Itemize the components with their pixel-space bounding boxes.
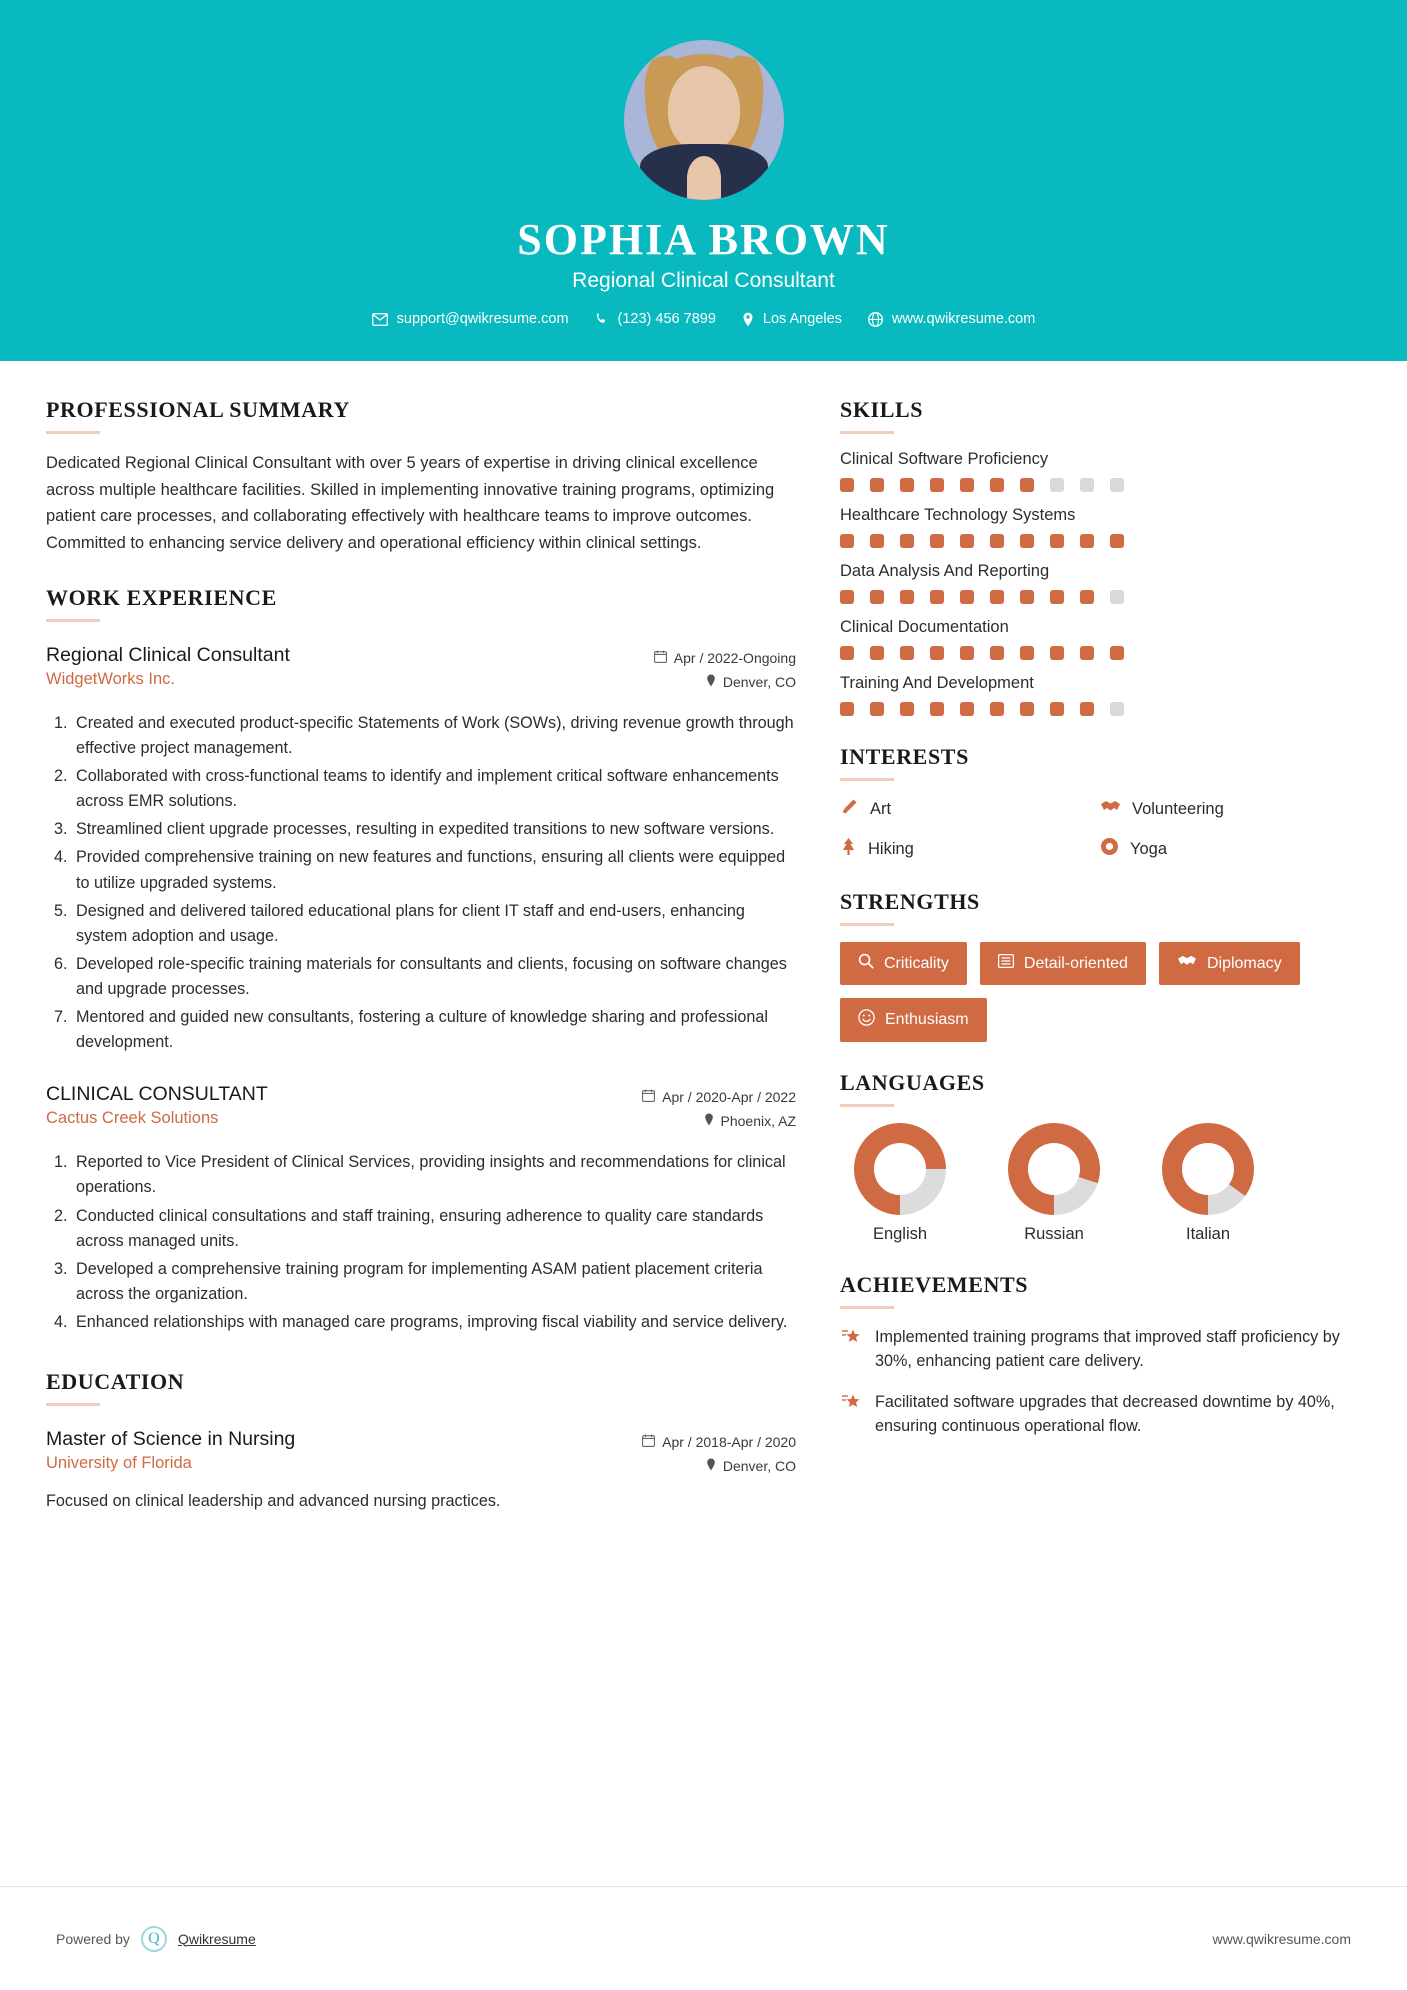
- job-title: Regional Clinical Consultant: [46, 643, 290, 666]
- contact-email-text: support@qwikresume.com: [396, 311, 569, 327]
- education-description: Focused on clinical leadership and advanced nursing practices.: [46, 1492, 501, 1511]
- skill-rating-dot: [870, 646, 884, 660]
- skill-rating: [840, 478, 1350, 492]
- strength-chip-enthusiasm: [840, 998, 987, 1042]
- skill-rating: [840, 590, 1350, 604]
- handshake-icon: [1100, 798, 1121, 820]
- job-bullets: [72, 1150, 796, 1335]
- language-label: English: [872, 1225, 928, 1243]
- skill-rating-dot: [1080, 646, 1094, 660]
- education-title: EDUCATION: [46, 1369, 185, 1395]
- strength-label: Diplomacy: [1206, 954, 1282, 972]
- bullet-item: 1. Reported to Vice President of Clinical Services, providing insights and recommendations for clinical operations.: [72, 1150, 796, 1200]
- interests-title: INTERESTS: [840, 744, 969, 769]
- skill-rating: [840, 534, 1350, 548]
- qwikresume-logo-icon: Q: [141, 1926, 167, 1952]
- skill-rating: [840, 646, 1350, 660]
- skill-rating-dot: [840, 478, 854, 492]
- qwikresume-brand-link[interactable]: Qwikresume: [177, 1930, 256, 1947]
- strengths-title: STRENGTHS: [840, 889, 980, 914]
- tree-icon: [840, 837, 857, 861]
- work-entry: [46, 1083, 796, 1335]
- job-company: Cactus Creek Solutions: [46, 1109, 219, 1128]
- job-company: WidgetWorks Inc.: [46, 669, 175, 688]
- contact-row: [0, 311, 1407, 327]
- bullet-item: 1. Created and executed product-specific Statements of Work (SOWs), driving revenue growth through effective project management.: [72, 711, 796, 761]
- skill-rating-dot: [1110, 702, 1124, 716]
- footer-website[interactable]: www.qwikresume.com: [1212, 1930, 1351, 1947]
- job-title: CLINICAL CONSULTANT: [46, 1083, 268, 1106]
- skill-rating-dot: [930, 534, 944, 548]
- education-location: Denver, CO: [722, 1458, 796, 1475]
- skill-rating-dot: [960, 534, 974, 548]
- skill-rating-dot: [930, 478, 944, 492]
- degree-title: Master of Science in Nursing: [46, 1428, 296, 1451]
- skill-rating-dot: [840, 646, 854, 660]
- strength-chip-diplomacy: [1159, 942, 1300, 985]
- skill-rating-dot: [1020, 478, 1034, 492]
- skill-rating-dot: [840, 702, 854, 716]
- globe-icon: [868, 312, 883, 327]
- skill-rating-dot: [900, 478, 914, 492]
- skill-rating-dot: [870, 534, 884, 548]
- section-professional-summary: [46, 397, 796, 557]
- interests-grid: [840, 797, 1350, 861]
- section-rule: [46, 619, 100, 622]
- interest-item: [840, 837, 1090, 861]
- location-pin-icon: [706, 674, 716, 690]
- summary-text: Dedicated Regional Clinical Consultant with over 5 years of expertise in driving clinical excellence across multiple healthcare facilities. Skilled in implementing innovative training programs, optimizing patient care processes, and collaborating effectively with healthcare teams to improve outcomes. Committed to enhancing service delivery and operational efficiency within clinical settings.: [46, 454, 775, 553]
- resume-header: [0, 0, 1407, 361]
- left-column: [46, 397, 796, 1511]
- lifebuoy-icon: [1100, 837, 1119, 861]
- strength-label: Enthusiasm: [885, 1011, 969, 1028]
- skill-rating-dot: [1020, 590, 1034, 604]
- language-item: [994, 1123, 1114, 1244]
- skill-rating-dot: [900, 702, 914, 716]
- strength-chip-criticality: [840, 942, 967, 985]
- envelope-icon: [372, 313, 388, 326]
- skill-rating-dot: [960, 702, 974, 716]
- skill-rating-dot: [990, 534, 1004, 548]
- summary-title: PROFESSIONAL SUMMARY: [46, 397, 350, 422]
- contact-phone[interactable]: [595, 311, 716, 327]
- achievement-item: [840, 1325, 1350, 1374]
- skill-rating-dot: [900, 534, 914, 548]
- phone-icon: [595, 312, 609, 326]
- skill-rating-dot: [900, 590, 914, 604]
- section-strengths: [840, 889, 1350, 1042]
- interest-item: [840, 797, 1090, 821]
- achievement-text: Implemented training programs that improved staff proficiency by 30%, enhancing patient care delivery.: [875, 1328, 1340, 1371]
- skill-rating-dot: [1080, 478, 1094, 492]
- school-name: University of Florida: [46, 1454, 192, 1473]
- skill-rating-dot: [1050, 702, 1064, 716]
- interest-item: [1100, 797, 1350, 821]
- contact-location-text: Los Angeles: [762, 311, 842, 327]
- section-languages: [840, 1070, 1350, 1244]
- skill-item: [840, 618, 1350, 660]
- powered-by: [56, 1926, 256, 1952]
- bullet-item: 3. Developed a comprehensive training program for implementing ASAM patient placement criteria across the organization.: [72, 1257, 796, 1307]
- skill-rating: [840, 702, 1350, 716]
- skill-rating-dot: [1110, 478, 1124, 492]
- education-dates: Apr / 2018-Apr / 2020: [662, 1434, 796, 1451]
- section-interests: [840, 744, 1350, 861]
- bullet-item: 6. Developed role-specific training materials for consultants and clients, focusing on software changes and upgrade processes.: [72, 952, 796, 1002]
- section-rule: [840, 778, 894, 781]
- work-title: WORK EXPERIENCE: [46, 584, 277, 610]
- right-column: [840, 397, 1350, 1511]
- skill-name: Healthcare Technology Systems: [840, 506, 1076, 524]
- resume-body: [0, 361, 1407, 1511]
- skill-item: [840, 562, 1350, 604]
- calendar-icon: [642, 1089, 655, 1105]
- section-rule: [840, 1104, 894, 1107]
- skill-rating-dot: [1080, 590, 1094, 604]
- strength-chip-detail-oriented: [980, 942, 1146, 985]
- contact-email[interactable]: [372, 311, 569, 327]
- achievements-title: ACHIEVEMENTS: [840, 1272, 1029, 1297]
- interest-label: Art: [870, 799, 892, 818]
- interest-label: Volunteering: [1132, 799, 1224, 818]
- skill-rating-dot: [930, 590, 944, 604]
- section-rule: [840, 1306, 894, 1309]
- skill-rating-dot: [1110, 590, 1124, 604]
- skill-rating-dot: [1050, 534, 1064, 548]
- section-education: [46, 1369, 796, 1511]
- education-entry: [46, 1428, 796, 1511]
- contact-location: [742, 311, 842, 327]
- bullet-item: 7. Mentored and guided new consultants, fostering a culture of knowledge sharing and professional development.: [72, 1005, 796, 1055]
- skill-rating-dot: [960, 646, 974, 660]
- avatar: [624, 40, 784, 200]
- powered-by-label: Powered by: [56, 1930, 130, 1947]
- skill-rating-dot: [990, 590, 1004, 604]
- skill-rating-dot: [1020, 646, 1034, 660]
- skill-rating-dot: [990, 478, 1004, 492]
- achievement-item: [840, 1390, 1350, 1439]
- language-donut-chart: [854, 1123, 946, 1215]
- skill-item: [840, 450, 1350, 492]
- location-pin-icon: [706, 1458, 716, 1474]
- language-label: Russian: [1024, 1225, 1084, 1243]
- handshake-icon: [1177, 953, 1197, 974]
- skill-rating-dot: [1020, 534, 1034, 548]
- section-rule: [46, 1403, 100, 1406]
- language-label: Italian: [1185, 1225, 1231, 1243]
- interest-label: Yoga: [1130, 839, 1168, 858]
- interest-label: Hiking: [868, 839, 914, 858]
- interest-item: [1100, 837, 1350, 861]
- calendar-icon: [642, 1434, 655, 1450]
- skills-list: [840, 450, 1350, 716]
- bullet-item: 4. Enhanced relationships with managed care programs, improving fiscal viability and service delivery.: [72, 1310, 796, 1335]
- skill-rating-dot: [1050, 478, 1064, 492]
- contact-phone-text: (123) 456 7899: [617, 311, 716, 327]
- language-donut-chart: [1008, 1123, 1100, 1215]
- candidate-name: SOPHIA BROWN: [517, 215, 890, 264]
- smiley-icon: [858, 1009, 875, 1031]
- skill-name: Clinical Documentation: [840, 618, 1009, 636]
- section-rule: [840, 923, 894, 926]
- achievement-text: Facilitated software upgrades that decreased downtime by 40%, ensuring continuous operational flow.: [875, 1392, 1335, 1435]
- list-icon: [998, 954, 1014, 973]
- magnifier-icon: [858, 953, 874, 974]
- language-donut-chart: [1162, 1123, 1254, 1215]
- job-location: Phoenix, AZ: [720, 1113, 796, 1130]
- skill-rating-dot: [1110, 534, 1124, 548]
- skill-rating-dot: [870, 702, 884, 716]
- skill-rating-dot: [930, 646, 944, 660]
- contact-website-text: www.qwikresume.com: [891, 311, 1036, 327]
- section-achievements: [840, 1272, 1350, 1438]
- skill-rating-dot: [930, 702, 944, 716]
- skill-rating-dot: [840, 590, 854, 604]
- page-footer: [0, 1886, 1407, 1990]
- job-dates: Apr / 2020-Apr / 2022: [662, 1089, 796, 1106]
- skill-rating-dot: [840, 534, 854, 548]
- bullet-item: 3. Streamlined client upgrade processes, resulting in expedited transitions to new software versions.: [72, 817, 796, 842]
- section-work-experience: [46, 585, 796, 1335]
- bullet-item: 2. Conducted clinical consultations and staff training, ensuring adherence to quality care standards across managed units.: [72, 1204, 796, 1254]
- award-star-icon: [840, 1325, 862, 1374]
- skill-rating-dot: [990, 702, 1004, 716]
- language-item: [1148, 1123, 1268, 1244]
- paintbrush-icon: [840, 797, 859, 821]
- location-pin-icon: [742, 312, 754, 327]
- job-bullets: [72, 711, 796, 1055]
- section-rule: [46, 431, 100, 434]
- language-item: [840, 1123, 960, 1244]
- award-star-icon: [840, 1390, 862, 1439]
- section-skills: [840, 397, 1350, 716]
- skill-rating-dot: [1110, 646, 1124, 660]
- skills-title: SKILLS: [840, 397, 924, 422]
- skill-rating-dot: [960, 478, 974, 492]
- strength-label: Criticality: [884, 954, 949, 972]
- location-pin-icon: [704, 1113, 714, 1129]
- job-location: Denver, CO: [722, 673, 796, 690]
- languages-list: [840, 1123, 1350, 1244]
- skill-rating-dot: [870, 478, 884, 492]
- job-dates: Apr / 2022-Ongoing: [673, 649, 796, 666]
- bullet-item: 5. Designed and delivered tailored educational plans for client IT staff and end-users, enhancing system adoption and usage.: [72, 899, 796, 949]
- bullet-item: 4. Provided comprehensive training on new features and functions, ensuring all clients were equipped to utilize upgraded systems.: [72, 845, 796, 895]
- skill-rating-dot: [990, 646, 1004, 660]
- work-entry: [46, 644, 796, 1055]
- skill-item: [840, 506, 1350, 548]
- skill-item: [840, 674, 1350, 716]
- skill-name: Training And Development: [840, 674, 1034, 692]
- section-rule: [840, 431, 894, 434]
- strength-label: Detail-oriented: [1023, 954, 1128, 972]
- skill-rating-dot: [900, 646, 914, 660]
- calendar-icon: [654, 650, 667, 666]
- skill-rating-dot: [1080, 534, 1094, 548]
- contact-website[interactable]: [868, 311, 1035, 327]
- skill-rating-dot: [1080, 702, 1094, 716]
- candidate-role: Regional Clinical Consultant: [572, 269, 835, 292]
- skill-name: Clinical Software Proficiency: [840, 450, 1049, 468]
- skill-rating-dot: [1050, 590, 1064, 604]
- skill-rating-dot: [870, 590, 884, 604]
- strengths-list: [840, 942, 1350, 1042]
- skill-name: Data Analysis And Reporting: [840, 562, 1050, 580]
- skill-rating-dot: [960, 590, 974, 604]
- skill-rating-dot: [1050, 646, 1064, 660]
- bullet-item: 2. Collaborated with cross-functional teams to identify and implement critical software enhancements across EMR solutions.: [72, 764, 796, 814]
- languages-title: LANGUAGES: [840, 1070, 985, 1095]
- skill-rating-dot: [1020, 702, 1034, 716]
